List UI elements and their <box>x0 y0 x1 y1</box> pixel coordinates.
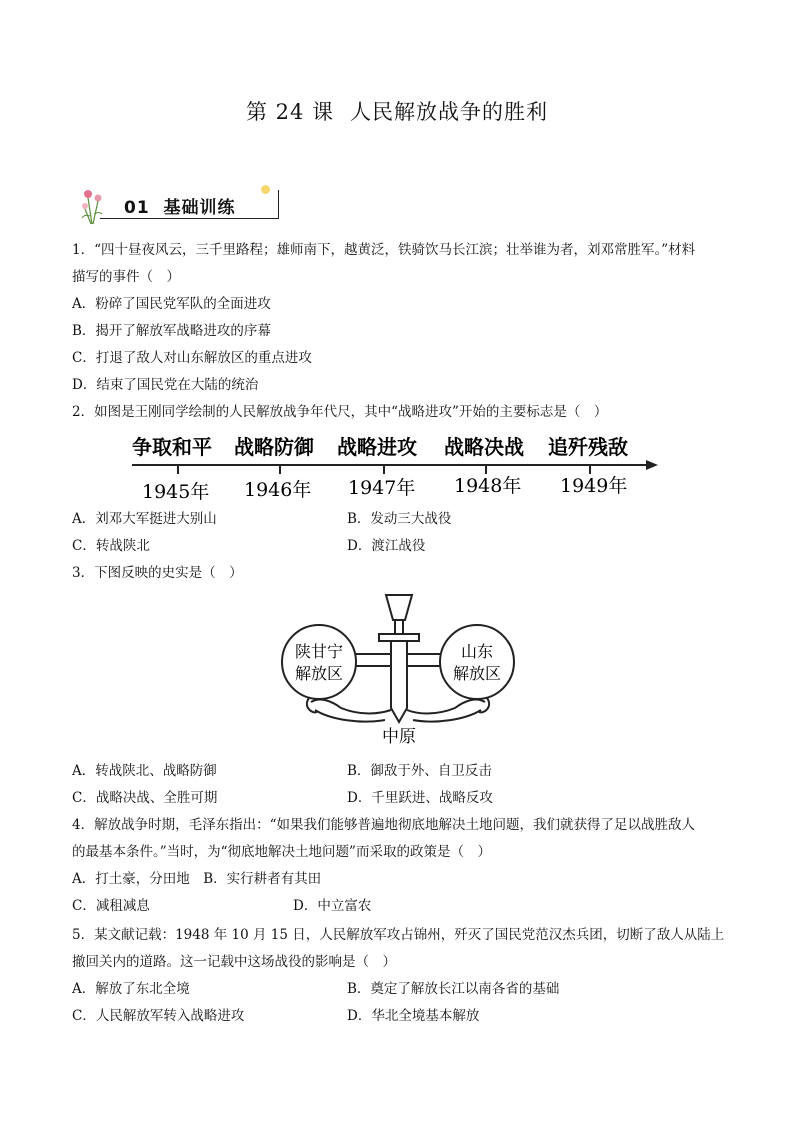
question-5-option-b[interactable]: B．奠定了解放长江以南各省的基础 <box>347 981 560 997</box>
question-1-stem: 1．“四十昼夜风云，三千里路程；雄师南下，越黄泛，铁骑饮马长江滨；壮举谁为者，刘邓常胜军。”材料 <box>72 242 696 258</box>
question-2-option-c[interactable]: C．转战陕北 <box>72 538 150 554</box>
sword-handle <box>386 595 412 620</box>
right-circle-label: 解放区 <box>452 664 502 683</box>
right-circle-label: 山东 <box>460 642 494 661</box>
question-5-option-a[interactable]: A．解放了东北全境 <box>72 981 190 997</box>
right-arm <box>407 700 485 714</box>
timeline-year: 1945年 <box>142 481 210 503</box>
accent-dot <box>261 185 270 194</box>
question-3-option-d[interactable]: D．千里跃进、战略反攻 <box>347 790 493 806</box>
timeline-ruler <box>128 428 664 506</box>
timeline-phase: 战略决战 <box>444 435 524 459</box>
question-5-option-d[interactable]: D．华北全境基本解放 <box>347 1008 480 1024</box>
question-3-option-c[interactable]: C．战略决战、全胜可期 <box>72 790 218 806</box>
question-2-stem: 2．如图是王刚同学绘制的人民解放战争年代尺，其中“战略进攻”开始的主要标志是（ ） <box>72 404 608 420</box>
section-header <box>76 184 276 228</box>
question-2-option-b[interactable]: B．发动三大战役 <box>347 511 452 527</box>
page-title <box>0 96 794 126</box>
lesson-number: 第 24 课 <box>245 100 335 124</box>
strategy-diagram <box>281 590 517 748</box>
question-2-option-a[interactable]: A．刘邓大军挺进大别山 <box>72 511 217 527</box>
timeline-year: 1946年 <box>244 479 312 501</box>
question-1-option-a[interactable]: A．粉碎了国民党军队的全面进攻 <box>72 296 271 312</box>
right-circle <box>440 625 514 699</box>
question-5-stem-cont: 撤回关内的道路。这一记载中这场战役的影响是（ ） <box>72 954 396 970</box>
timeline-phase: 争取和平 <box>132 435 212 459</box>
left-arm <box>311 700 391 714</box>
left-circle-label: 解放区 <box>294 664 344 683</box>
timeline-phase: 追歼残敌 <box>548 435 628 459</box>
timeline-year: 1948年 <box>454 475 522 497</box>
timeline-phase: 战略进攻 <box>337 435 417 459</box>
question-4-option-ab[interactable]: A．打土豪，分田地 B．实行耕者有其田 <box>72 871 322 887</box>
question-4-stem: 4．解放战争时期，毛泽东指出：“如果我们能够普遍地彻底地解决土地问题，我们就获得了足以战胜敌人 <box>72 817 695 833</box>
question-2-option-d[interactable]: D．渡江战役 <box>347 538 426 554</box>
question-1-option-d[interactable]: D．结束了国民党在大陆的统治 <box>72 377 259 393</box>
question-4-stem-cont: 的最基本条件。”当时，为“彻底地解决土地问题”而采取的政策是（ ） <box>72 844 491 860</box>
question-5-option-c[interactable]: C．人民解放军转入战略进攻 <box>72 1008 245 1024</box>
timeline-year: 1949年 <box>560 475 628 497</box>
question-3-option-a[interactable]: A．转战陕北、战略防御 <box>72 763 217 779</box>
timeline-arrow <box>646 460 658 470</box>
question-1-stem-cont: 描写的事件（ ） <box>72 269 180 285</box>
question-4-option-d[interactable]: D．中立富农 <box>293 898 372 914</box>
question-1-option-c[interactable]: C．打退了敌人对山东解放区的重点进攻 <box>72 350 312 366</box>
bottom-label: 中原 <box>382 727 416 747</box>
question-5-stem: 5．某文献记载：1948 年 10 月 15 日，人民解放军攻占锦州，歼灭了国民党范汉杰兵团，切断了敌人从陆上 <box>72 927 725 943</box>
section-title: 01 基础训练 <box>124 198 236 218</box>
timeline-year: 1947年 <box>348 477 416 499</box>
timeline-phase: 战略防御 <box>234 435 314 459</box>
sword-guard <box>379 634 419 641</box>
question-4-option-c[interactable]: C．减租减息 <box>72 898 150 914</box>
lesson-name: 人民解放战争的胜利 <box>350 100 549 124</box>
sword-blade <box>391 641 407 722</box>
left-circle <box>282 625 356 699</box>
question-3-option-b[interactable]: B．御敌于外、自卫反击 <box>347 763 492 779</box>
question-1-option-b[interactable]: B．揭开了解放军战略进攻的序幕 <box>72 323 271 339</box>
left-circle-label: 陕甘宁 <box>294 642 344 661</box>
question-3-stem: 3．下图反映的史实是（ ） <box>72 565 243 581</box>
